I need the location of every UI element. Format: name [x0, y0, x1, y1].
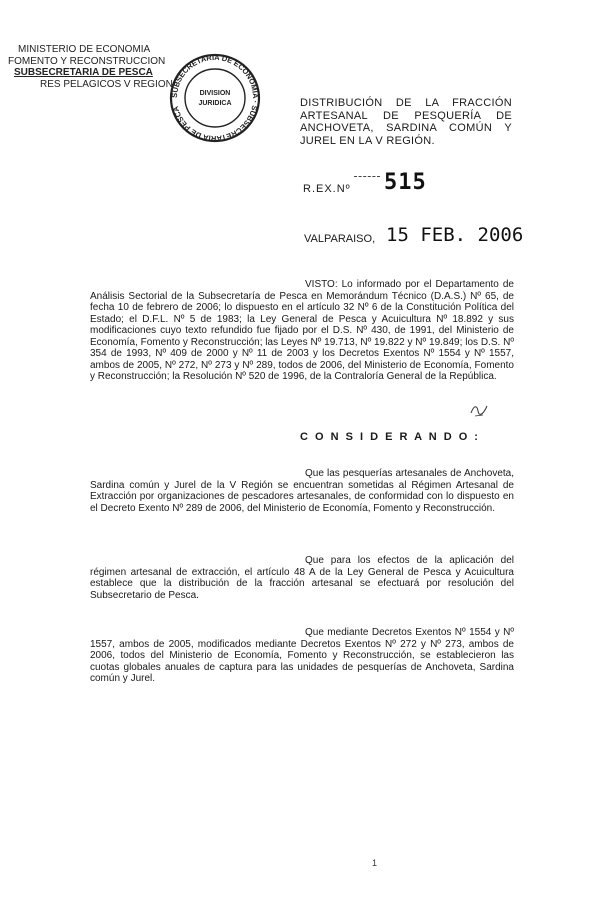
- considerando-paragraph-2: [90, 555, 514, 601]
- considerando-paragraph-1: [90, 468, 514, 514]
- visto-text: VISTO: Lo informado por el Departamento de Análisis Sectorial de la Subsecretaría de Pesca en Memorándum Técnico (D.A.S.) Nº 65, de fecha 10 de febrero de 2006; lo dispuesto en el artículo 32 Nº 6 de la Constitución Política del Estado; el D.F.L. Nº 5 de 1983; la Ley General de Pesca y Acuicultura Nº 18.892 y sus modificaciones cuyo texto refundido fue fijado por el D.S. Nº 430, de 1991, del Ministerio de Economía, Fomento y Reconstrucción; las Leyes Nº 19.713, Nº 19.822 y Nº 19.849; los D.S. Nº 354 de 1993, Nº 409 de 2000 y Nº 11 de 2003 y los Decretos Exentos Nº 1554 y Nº 1557, ambos de 2005, Nº 272, Nº 273 y Nº 289, todos de 2006, del Ministerio de Economía, Fomento y Reconstrucción; la Resolución Nº 520 de 1996, de la Contraloría General de la República.: [90, 279, 514, 382]
- date-stamp: 15 FEB. 2006: [386, 224, 524, 246]
- seal-center-line2: JURIDICA: [198, 100, 232, 107]
- resolution-label: R.EX.Nº: [303, 183, 351, 195]
- division-juridica-seal: [160, 48, 270, 148]
- visto-paragraph: [90, 279, 514, 383]
- initials-mark-icon: [469, 403, 489, 417]
- considerando-text-2: Que para los efectos de la aplicación del régimen artesanal de extracción, el artículo 48 A de la Ley General de Pesca y Acuicultura establece que la distribución de la fracción artesanal se efectuará por resolución del Subsecretario de Pesca.: [90, 555, 514, 601]
- considerando-text-1: Que las pesquerías artesanales de Anchoveta, Sardina común y Jurel de la V Región se encuentran sometidas al Régimen Artesanal de Extracción por organizaciones de pescadores artesanales, de conformidad con lo dispuesto en el Decreto Exento Nº 289 de 2006, del Ministerio de Economía, Fomento y Reconstrucción.: [90, 468, 514, 514]
- seal-outer-text: SUBSECRETARIA DE ECONOMIA · SUBSECRETARIA DE PESCA: [169, 52, 261, 144]
- considerando-paragraph-3: [90, 627, 514, 685]
- seal-center-line1: DIVISION: [199, 90, 231, 97]
- resolution-subject: DISTRIBUCIÓN DE LA FRACCIÓN ARTESANAL DE PESQUERÍA DE ANCHOVETA, SARDINA COMÚN Y JUREL EN LA V REGIÓN.: [300, 97, 512, 147]
- letterhead-reference: RES PELAGICOS V REGION: [40, 78, 173, 90]
- page-number: 1: [372, 858, 378, 868]
- svg-text:SUBSECRETARIA DE ECONOMIA · SU: [170, 53, 260, 143]
- considerando-text-3: Que mediante Decretos Exentos Nº 1554 y Nº 1557, ambos de 2005, modificados mediante Decretos Exentos Nº 272 y Nº 273, ambos de 2006, todos del Ministerio de Economía, Fomento y Reconstrucción, se establecieron las cuotas globales anuales de captura para las unidades de pesquerías de Anchoveta, Sardina común y Jurel.: [90, 627, 514, 684]
- dateline-place: VALPARAISO,: [304, 233, 376, 245]
- letterhead-subsecretaria: SUBSECRETARIA DE PESCA: [14, 67, 153, 78]
- resolution-number: 515: [384, 170, 427, 195]
- considerando-heading: C O N S I D E R A N D O :: [300, 431, 480, 443]
- letterhead: [8, 44, 173, 90]
- letterhead-ministry-2: FOMENTO Y RECONSTRUCCION: [8, 55, 166, 67]
- letterhead-ministry: MINISTERIO DE ECONOMIA: [18, 44, 151, 55]
- dash-mark: [354, 176, 380, 179]
